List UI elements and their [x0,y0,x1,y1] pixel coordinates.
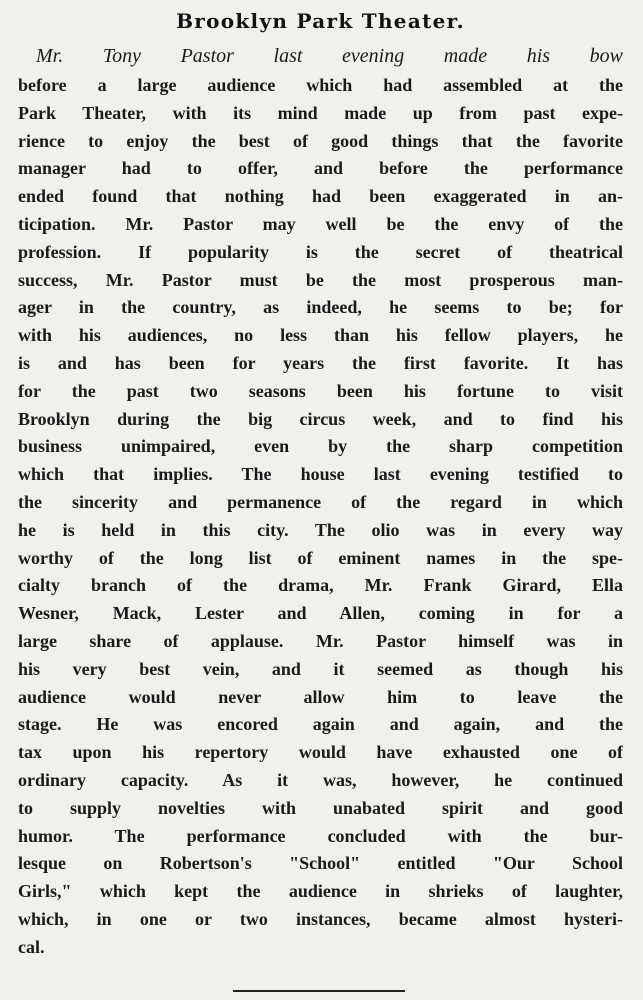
article-line: cal. [18,936,45,957]
article-line: Brooklyn during the big circus week, and to find his [18,408,623,429]
article-line: tax upon his repertory would have exhausted one of [18,742,623,763]
article-line: Park Theater, with its mind made up from past expe- [18,102,623,123]
article-line: audience would never allow him to leave the [18,686,623,707]
article-line: before a large audience which had assembled at the [18,75,623,95]
article-line: lesque on Robertson's "School" entitled "Our School [18,853,623,874]
article-line: Wesner, Mack, Lester and Allen, coming in for a [18,603,623,624]
article-line: stage. He was encored again and again, and the [18,714,623,735]
article-line: is and has been for years the first favorite. It has [18,352,623,373]
article-line: humor. The performance concluded with the bur- [18,825,623,846]
article-line: rience to enjoy the best of good things that the favorite [18,130,623,151]
article-line: worthy of the long list of eminent names in the spe- [18,547,623,568]
article-line: with his audiences, no less than his fellow players, he [18,325,623,346]
article-line: ticipation. Mr. Pastor may well be the envy of the [18,213,623,234]
article-line: which, in one or two instances, became almost hysteri- [18,908,623,929]
article-line: the sincerity and permanence of the regard in which [18,491,623,512]
article-line: he is held in this city. The olio was in every way [18,519,623,540]
headline: Brooklyn Park Theater. [176,9,465,33]
article-line: cialty branch of the drama, Mr. Frank Girard, Ella [18,575,623,596]
end-rule [233,990,405,992]
article-line: Girls," which kept the audience in shrieks of laughter, [18,881,623,902]
article-line: ordinary capacity. As it was, however, he continued [18,769,623,790]
article-body [18,40,623,962]
article-line: success, Mr. Pastor must be the most prosperous man- [18,269,623,290]
article-line: large share of applause. Mr. Pastor himself was in [18,630,623,651]
article-line: to supply novelties with unabated spirit and good [18,797,623,818]
article-line: profession. If popularity is the secret of theatrical [18,241,623,262]
article-line: for the past two seasons been his fortune to visit [18,380,623,401]
article-line: manager had to offer, and before the performance [18,158,623,179]
article-line: which that implies. The house last evening testified to [18,464,623,485]
article-line: Mr. Tony Pastor last evening made his bow [36,45,623,67]
article-line: business unimpaired, even by the sharp competition [18,436,623,457]
article-line: ager in the country, as indeed, he seems to be; for [18,297,623,318]
article-line: ended found that nothing had been exaggerated in an- [18,186,623,207]
article-line: his very best vein, and it seemed as though his [18,658,623,679]
